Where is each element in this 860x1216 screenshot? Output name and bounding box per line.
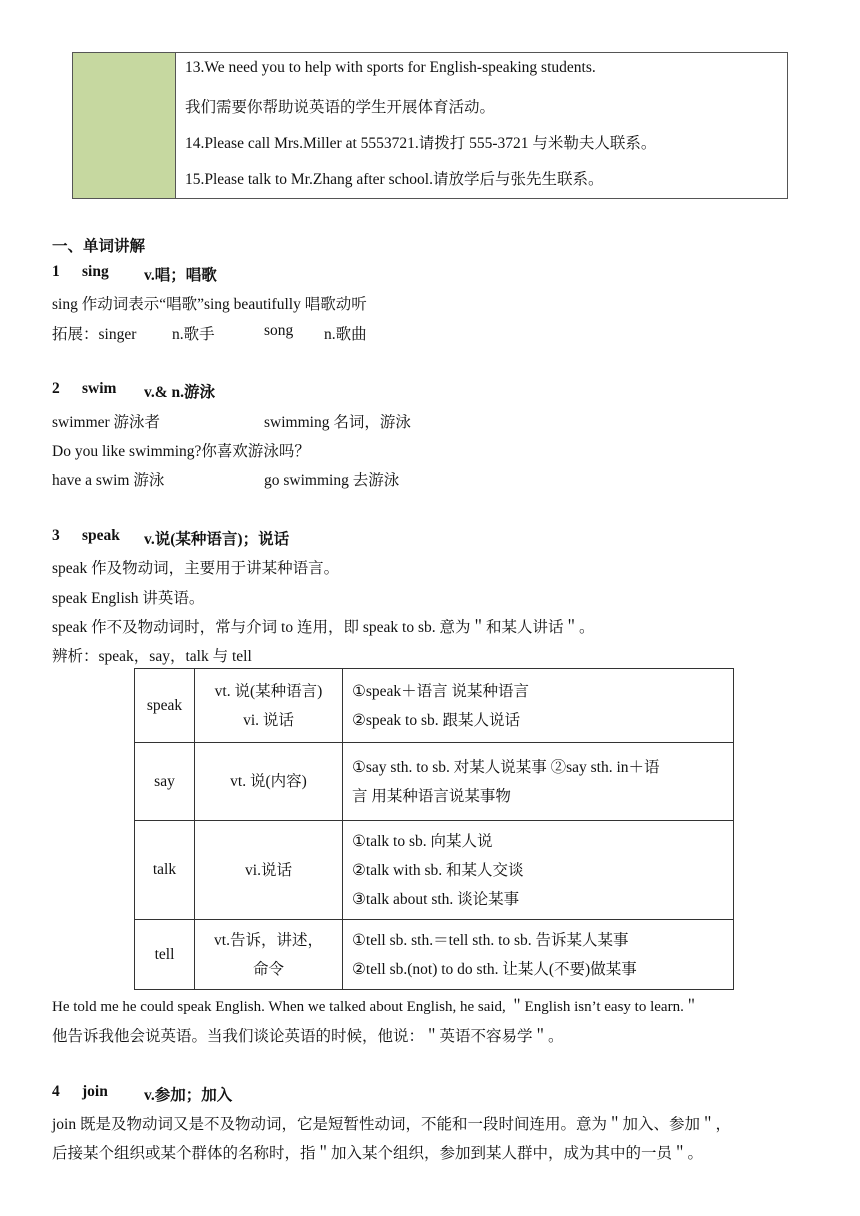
body-text: speak 作不及物动词时，常与介词 to 连用，即 speak to sb. 意为＂和某人讲话＂。	[52, 619, 595, 636]
section-title: 一、单词讲解	[52, 238, 146, 255]
body-text: 拓展：singer	[52, 326, 137, 343]
table-row	[135, 743, 734, 821]
body-text: song	[264, 322, 294, 339]
phrase-table	[72, 52, 788, 199]
body-text: go swimming 去游泳	[264, 472, 400, 489]
table-cell-usage	[343, 669, 734, 743]
table-cell-pos	[195, 743, 343, 821]
table-cell-word: say	[135, 743, 195, 821]
phrase-line: 14.Please call Mrs.Miller at 5553721.请拨打 555-3721 与米勒夫人联系。	[185, 135, 657, 152]
example-english: He told me he could speak English. When we talked about English, he said, ＂English isn’t easy to learn.＂	[52, 999, 699, 1015]
pos-line: vt. 说(某种语言)	[214, 682, 323, 700]
usage-line: ①say sth. to sb. 对某人说某事 ②say sth. in＋语	[352, 758, 660, 776]
phrase-line: 我们需要你帮助说英语的学生开展体育活动。	[185, 99, 496, 116]
usage-line: 言 用某种语言说某事物	[352, 787, 511, 805]
table-cell-pos	[195, 920, 343, 990]
pos-line: vt.告诉，讲述，	[214, 931, 323, 949]
body-text: join 既是及物动词又是不及物动词，它是短暂性动词，不能和一段时间连用。意为＂加入、参加＂，	[52, 1116, 731, 1133]
word-headword: speak	[82, 527, 120, 544]
pos-line: vi.说话	[245, 861, 292, 879]
usage-line: ②talk with sb. 和某人交谈	[352, 861, 524, 879]
table-cell-word: talk	[135, 821, 195, 920]
body-text: 辨析：speak，say，talk 与 tell	[52, 648, 252, 665]
body-text: swimmer 游泳者	[52, 414, 161, 431]
word-meaning: v.说(某种语言)；说话	[144, 531, 290, 548]
body-text: Do you like swimming?你喜欢游泳吗？	[52, 443, 310, 460]
phrase-line: 15.Please talk to Mr.Zhang after school.请放学后与张先生联系。	[185, 171, 604, 188]
phrase-line: 13.We need you to help with sports for English-speaking students.	[185, 59, 596, 76]
table-cell-word: tell	[135, 920, 195, 990]
table-cell-word: speak	[135, 669, 195, 743]
body-text: swimming 名词，游泳	[264, 414, 411, 431]
body-text: speak 作及物动词，主要用于讲某种语言。	[52, 560, 340, 577]
example-chinese: 他告诉我他会说英语。当我们谈论英语的时候，他说：＂英语不容易学＂。	[52, 1028, 564, 1045]
word-num: 2	[52, 380, 60, 397]
word-meaning: v.参加；加入	[144, 1087, 233, 1104]
body-text: 后接某个组织或某个群体的名称时，指＂加入某个组织，参加到某人群中，成为其中的一员＂。	[52, 1145, 704, 1162]
table-cell-pos	[195, 669, 343, 743]
body-text: sing 作动词表示“唱歌”sing beautifully 唱歌动听	[52, 296, 367, 313]
word-num: 3	[52, 527, 60, 544]
pos-line: 命令	[252, 960, 284, 978]
usage-line: ①talk to sb. 向某人说	[352, 832, 493, 850]
word-headword: sing	[82, 263, 109, 280]
table-cell-usage	[343, 920, 734, 990]
usage-line: ②speak to sb. 跟某人说话	[352, 711, 521, 729]
table-row	[135, 920, 734, 990]
word-meaning: v.唱；唱歌	[144, 267, 217, 284]
body-text: n.歌曲	[324, 326, 367, 343]
table-cell-pos	[195, 821, 343, 920]
table-cell-usage	[343, 743, 734, 821]
usage-line: ①tell sb. sth.＝tell sth. to sb. 告诉某人某事	[352, 931, 629, 949]
table-row	[135, 669, 734, 743]
word-num: 4	[52, 1083, 60, 1100]
pos-line: vt. 说(内容)	[230, 773, 307, 790]
pos-line: vi. 说话	[243, 711, 294, 729]
body-text: have a swim 游泳	[52, 472, 165, 489]
table-cell-usage	[343, 821, 734, 920]
word-headword: swim	[82, 380, 117, 397]
body-text: n.歌手	[172, 326, 215, 343]
table-row	[135, 821, 734, 920]
body-text: speak English 讲英语。	[52, 590, 205, 607]
usage-line: ③talk about sth. 谈论某事	[352, 890, 520, 908]
word-meaning: v.& n.游泳	[144, 384, 216, 401]
word-headword: join	[82, 1083, 108, 1100]
word-num: 1	[52, 263, 60, 280]
usage-line: ②tell sb.(not) to do sth. 让某人(不要)做某事	[352, 960, 637, 978]
comparison-table	[134, 668, 734, 990]
usage-line: ①speak＋语言 说某种语言	[352, 682, 530, 700]
table-shaded-cell	[73, 53, 176, 198]
